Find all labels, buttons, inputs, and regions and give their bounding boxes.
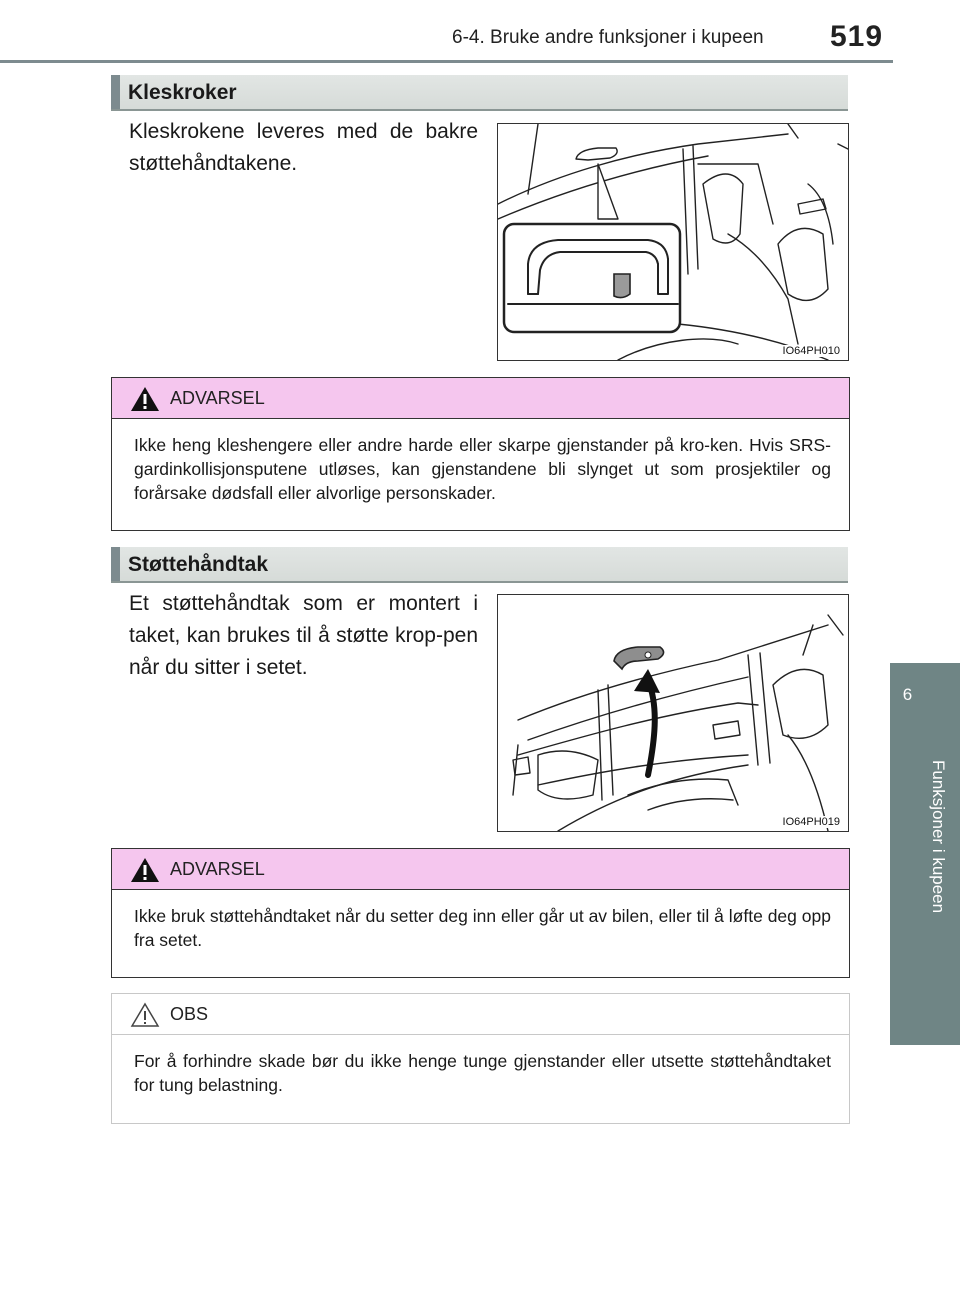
warning-title: ADVARSEL	[170, 859, 265, 879]
coat-hook-illustration	[498, 124, 848, 360]
warning-title: ADVARSEL	[170, 388, 265, 408]
caution-outline-triangle-icon	[130, 1002, 160, 1028]
section-heading-text: Støttehåndtak	[128, 553, 269, 576]
section-text-stottehandtak: Et støttehåndtak som er montert i taket, kan brukes til å støtte krop-pen når du sitter i setet.	[129, 592, 478, 679]
warning-triangle-icon	[130, 857, 160, 883]
notice-title: OBS	[170, 1004, 209, 1024]
figure-assist-grip	[497, 594, 849, 832]
warning-triangle-icon	[130, 386, 160, 412]
warning-box-assist-grip	[111, 848, 850, 978]
running-header-section: 6-4. Bruke andre funksjoner i kupeen	[452, 27, 764, 48]
warning-text: Ikke heng kleshengere eller andre harde eller skarpe gjenstander på kro-ken. Hvis SRS-gardinkollisjonsputene utløses, kan gjenstandene bli slynget ut som prosjektiler og forårsake dødsfall eller alvorlige personskader.	[134, 435, 831, 503]
notice-header	[112, 994, 849, 1035]
section-text-kleskroker: Kleskrokene leveres med de bakre støttehåndtakene.	[129, 120, 478, 175]
warning-header	[112, 849, 849, 890]
section-heading-stottehandtak	[111, 547, 848, 583]
section-heading-text: Kleskroker	[128, 81, 237, 104]
section-heading-kleskroker	[111, 75, 848, 111]
figure-coat-hook	[497, 123, 849, 361]
warning-header	[112, 378, 849, 419]
chapter-number: 6	[902, 685, 913, 704]
page-number: 519	[830, 20, 884, 53]
warning-text: Ikke bruk støttehåndtaket når du setter deg inn eller går ut av bilen, eller til å løfte deg opp fra setet.	[134, 906, 831, 950]
assist-grip-illustration	[498, 595, 848, 831]
header-rule	[0, 60, 893, 63]
chapter-label: Funksjoner i kupeen	[929, 760, 948, 914]
figure-code: IO64PH019	[782, 816, 840, 828]
notice-box	[111, 993, 850, 1124]
warning-box-coat-hook	[111, 377, 850, 531]
notice-text: For å forhindre skade bør du ikke henge tunge gjenstander eller utsette støttehåndtaket for tung belastning.	[134, 1051, 831, 1095]
figure-code: IO64PH010	[782, 345, 840, 357]
